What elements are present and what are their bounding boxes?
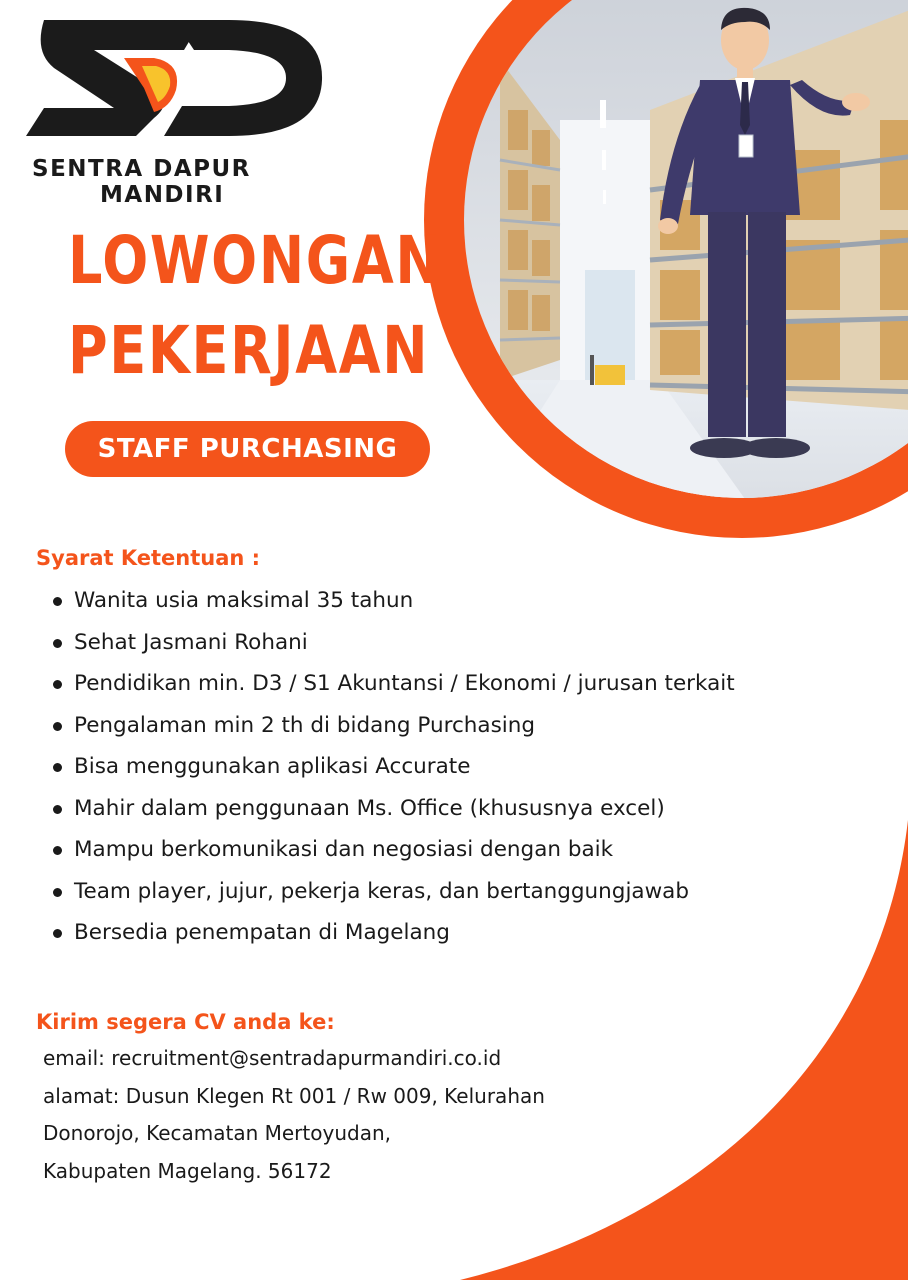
requirement-text: Mampu berkomunikasi dan negosiasi dengan baik	[74, 837, 614, 862]
hero-image	[440, 0, 908, 520]
bullet-icon	[53, 846, 62, 855]
bullet-icon	[53, 680, 62, 689]
requirement-text: Bersedia penempatan di Magelang	[74, 920, 450, 945]
contact-details	[43, 1040, 643, 1190]
headline-line1: LOWONGAN	[68, 222, 443, 299]
bullet-icon	[53, 888, 62, 897]
bullet-icon	[53, 597, 62, 606]
contact-title: Kirim segera CV anda ke:	[36, 1010, 335, 1034]
position-label: STAFF PURCHASING	[97, 434, 398, 464]
brand-name-line1: SENTRA DAPUR	[32, 156, 251, 182]
page-title	[68, 216, 442, 396]
contact-email: email: recruitment@sentradapurmandiri.co.id	[43, 1046, 502, 1070]
requirements-title: Syarat Ketentuan :	[36, 546, 261, 570]
list-item	[50, 582, 810, 624]
requirement-text: Bisa menggunakan aplikasi Accurate	[74, 754, 471, 779]
requirement-text: Team player, jujur, pekerja keras, dan bertanggungjawab	[74, 878, 690, 904]
bullet-icon	[53, 763, 62, 772]
contact-address-line3: Kabupaten Magelang. 56172	[43, 1158, 332, 1183]
list-item	[50, 665, 810, 707]
requirement-text: Pengalaman min 2 th di bidang Purchasing	[74, 712, 536, 738]
list-item	[50, 624, 810, 666]
list-item	[50, 790, 810, 832]
contact-address-line1: alamat: Dusun Klegen Rt 001 / Rw 009, Kelurahan	[43, 1083, 545, 1108]
requirement-text: Mahir dalam penggunaan Ms. Office (khususnya excel)	[74, 795, 665, 821]
list-item	[50, 873, 810, 915]
bullet-icon	[53, 929, 62, 938]
requirements-list	[50, 582, 810, 956]
requirement-text: Wanita usia maksimal 35 tahun	[74, 588, 414, 613]
bullet-icon	[53, 639, 62, 648]
headline-line2: PEKERJAAN	[68, 312, 430, 389]
bullet-icon	[53, 722, 62, 731]
contact-address-line2: Donorojo, Kecamatan Mertoyudan,	[43, 1121, 391, 1145]
list-item	[50, 914, 810, 956]
list-item	[50, 707, 810, 749]
brand-name-line2: MANDIRI	[100, 182, 225, 208]
list-item	[50, 748, 810, 790]
requirement-text: Sehat Jasmani Rohani	[74, 629, 308, 655]
bullet-icon	[53, 805, 62, 814]
requirement-text: Pendidikan min. D3 / S1 Akuntansi / Ekonomi / jurusan terkait	[74, 671, 735, 696]
company-logo	[24, 18, 324, 138]
position-badge	[65, 421, 430, 477]
list-item	[50, 831, 810, 873]
